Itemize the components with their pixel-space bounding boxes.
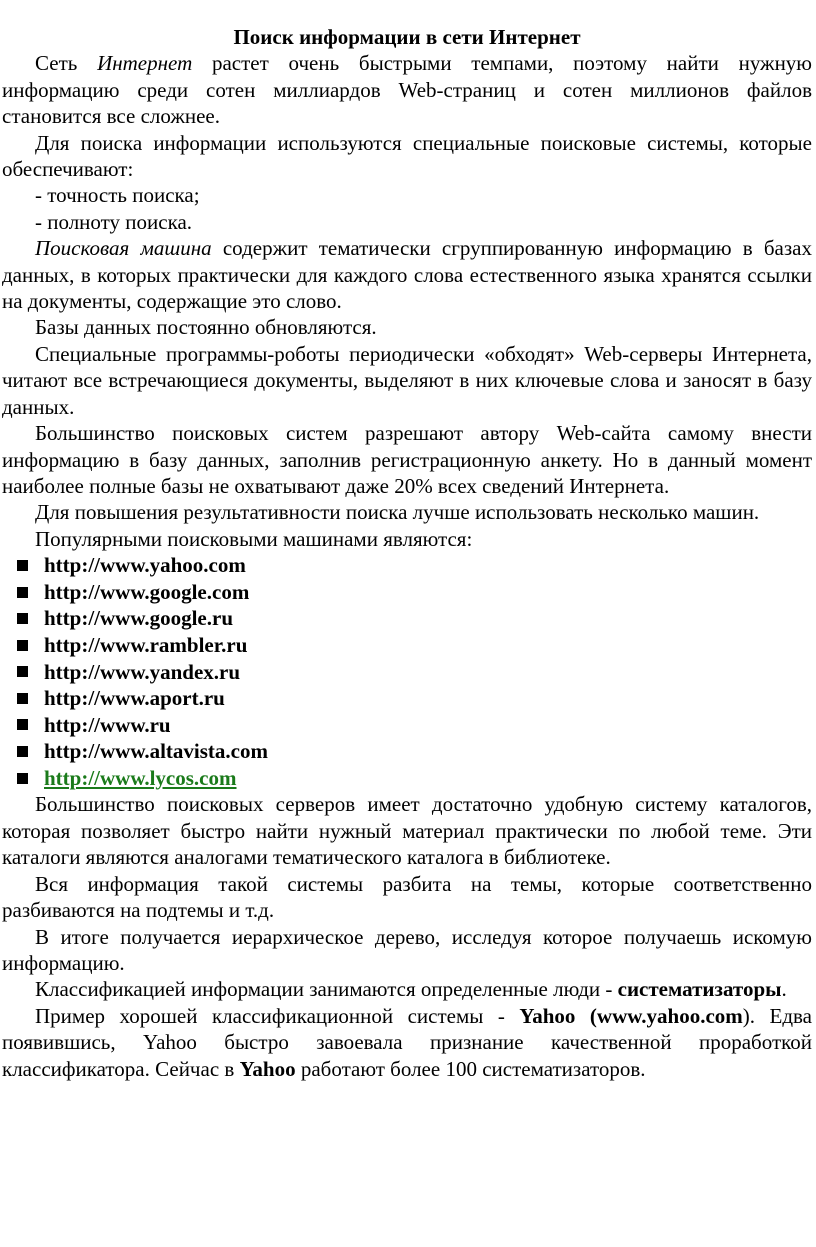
yahoo-text-c: ). Едва появившись, Yahoo быстро завоевала признание качественной проработкой классификатора. Сейчас в (2, 1003, 812, 1081)
list-item (17, 659, 812, 686)
yahoo-text-d: работают более 100 систематизаторов. (295, 1056, 646, 1081)
intro-italic-term: Интернет (97, 51, 193, 76)
list-item (17, 605, 812, 632)
link-text[interactable]: http://www.altavista.com (44, 739, 268, 764)
paragraph-catalogs: Большинство поисковых серверов имеет достаточно удобную систему каталогов, которая позволяет быстро найти нужный материал практически по любой теме. Эти каталоги являются аналогами тематического каталога в библиотеке. (2, 792, 812, 870)
yahoo-text-a: Пример хорошей классификационной системы - (35, 1003, 520, 1028)
lycos-hyperlink[interactable]: http://www.lycos.com (44, 765, 237, 790)
square-bullet-icon (17, 613, 28, 624)
square-bullet-icon (17, 640, 28, 651)
square-bullet-icon (17, 693, 28, 704)
paragraph-databases: Базы данных постоянно обновляются. (35, 315, 377, 340)
paragraph-hierarchy: В итоге получается иерархическое дерево, исследуя которое получаешь искомую информацию. (2, 924, 812, 975)
paragraph-search-systems: Для поиска информации используются специальные поисковые системы, которые обеспечивают: (2, 130, 812, 182)
link-text[interactable]: http://www.ru (44, 712, 171, 737)
paragraph-efficiency: Для повышения результативности поиска лучше использовать несколько машин. (35, 500, 760, 525)
list-item (17, 738, 812, 765)
square-bullet-icon (17, 773, 28, 784)
link-text[interactable]: http://www.yahoo.com (44, 553, 246, 578)
paragraph-robots: Специальные программы-роботы периодически «обходят» Web-серверы Интернета, читают все встречающиеся документы, выделяют в них ключевые слова и заносят в базу данных. (2, 341, 812, 419)
square-bullet-icon (17, 666, 28, 677)
link-text[interactable]: http://www.yandex.ru (44, 659, 241, 684)
paragraph-classifiers (2, 976, 812, 1002)
yahoo-bold-name: Yahoo (239, 1056, 296, 1081)
paragraph-search-engine (2, 235, 812, 314)
list-item (17, 552, 812, 579)
search-engine-list (2, 552, 812, 791)
paragraph-popular-engines: Популярными поисковыми машинами являются: (35, 526, 473, 551)
paragraph-yahoo-example (2, 1003, 812, 1082)
yahoo-bold-name-url: Yahoo (www.yahoo.com (519, 1003, 743, 1028)
paragraph-topics: Вся информация такой системы разбита на темы, которые соответственно разбиваются на подтемы и т.д. (2, 871, 812, 923)
square-bullet-icon (17, 587, 28, 598)
list-item (17, 632, 812, 659)
intro-start: Сеть (35, 51, 98, 76)
dash-item-completeness: - полноту поиска. (35, 209, 193, 234)
intro-rest: растет очень быстрыми темпами, поэтому найти нужную информацию среди сотен миллиардов Web-страниц и сотен миллионов файлов становится все сложнее. (2, 51, 812, 129)
square-bullet-icon (17, 719, 28, 730)
dash-item-accuracy: - точность поиска; (35, 183, 200, 208)
classifiers-end: . (781, 977, 787, 1002)
list-item (17, 712, 812, 739)
search-engine-rest: содержит тематически сгруппированную информацию в базах данных, в которых практически для каждого слова естественного языка хранятся ссылки на документы, содержащие это слово. (2, 236, 812, 314)
square-bullet-icon (17, 746, 28, 757)
list-item (17, 765, 812, 792)
paragraph-registration: Большинство поисковых систем разрешают автору Web-сайта самому внести информацию в базу данных, заполнив регистрационную анкету. Но в данный момент наиболее полные базы не охватывают даже 20% всех сведений Интернета. (2, 421, 812, 498)
paragraph-intro (2, 50, 812, 129)
square-bullet-icon (17, 560, 28, 571)
classifiers-start: Классификацией информации занимаются определенные люди - (35, 977, 618, 1002)
link-text[interactable]: http://www.aport.ru (44, 686, 225, 711)
page-title: Поиск информации в сети Интернет (233, 25, 581, 49)
link-text[interactable]: http://www.google.com (44, 579, 250, 604)
link-text[interactable]: http://www.rambler.ru (44, 632, 248, 657)
list-item (17, 685, 812, 712)
classifiers-bold-term: систематизаторы (617, 977, 782, 1002)
search-engine-italic-term: Поисковая машина (35, 236, 212, 261)
link-text[interactable]: http://www.google.ru (44, 606, 233, 631)
list-item (17, 579, 812, 606)
